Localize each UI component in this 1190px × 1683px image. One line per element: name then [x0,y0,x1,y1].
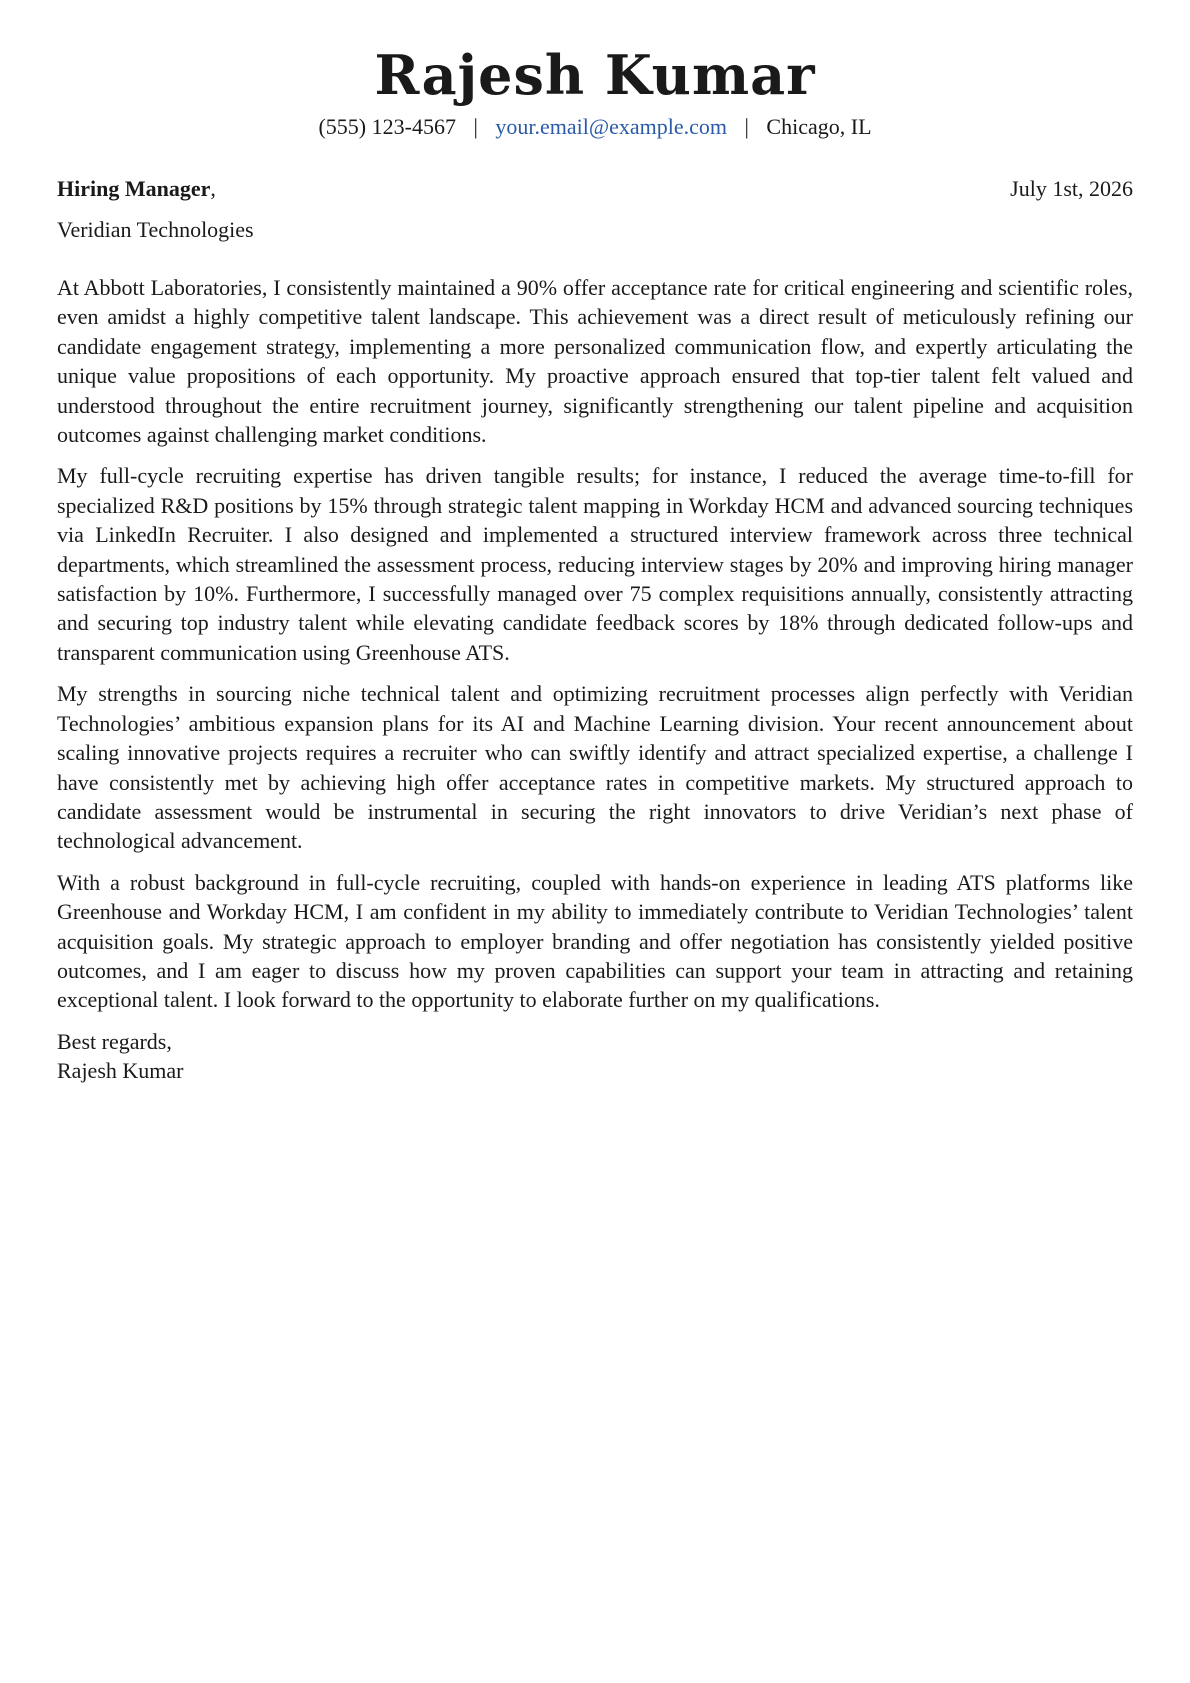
recipient-title-suffix: , [210,176,216,201]
contact-separator: | [744,114,749,139]
body-paragraph: With a robust background in full-cycle recruiting, coupled with hands-on experience in leading ATS platforms like Greenhouse and Workday HCM, I am confident in my ability to immediately contribute to Veridian Technologies’ talent acquisition goals. My strategic approach to employer branding and offer negotiation has consistently yielded positive outcomes, and I am eager to discuss how my proven capabilities can support your team in attracting and retaining exceptional talent. I look forward to the opportunity to elaborate further on my qualifications. [57,869,1133,1013]
contact-separator: | [473,114,478,139]
letter-date: July 1st, 2026 [1010,176,1133,201]
letter-closing [57,1027,1133,1086]
email-link[interactable]: your.email@example.com [495,114,728,139]
contact-line [57,112,1133,142]
letter-body [57,273,1133,1015]
closing-signature: Rajesh Kumar [57,1058,184,1084]
applicant-name: Rajesh Kumar [374,43,816,107]
closing-salutation: Best regards, [57,1028,172,1054]
location: Chicago, IL [766,114,872,139]
body-paragraph: At Abbott Laboratories, I consistently maintained a 90% offer acceptance rate for critical engineering and scientific roles, even amidst a highly competitive talent landscape. This achievement was a direct result of meticulously refining our candidate engagement strategy, implementing a more personalized communication flow, and expertly articulating the unique value propositions of each opportunity. My proactive approach ensured that top-tier talent felt valued and understood throughout the entire recruitment journey, significantly strengthening our talent pipeline and acquisition outcomes against challenging market conditions. [57,275,1133,448]
recipient-greeting [57,174,216,204]
recipient-company: Veridian Technologies [57,217,254,242]
body-paragraph: My strengths in sourcing niche technical talent and optimizing recruitment processes align perfectly with Veridian Technologies’ ambitious expansion plans for its AI and Machine Learning division. Your recent announcement about scaling innovative projects requires a recruiter who can swiftly identify and attract specialized expertise, a challenge I have consistently met by achieving high offer acceptance rates in competitive markets. My structured approach to candidate assessment would be instrumental in securing the right innovators to drive Veridian’s next phase of technological advancement. [57,681,1133,854]
body-paragraph: My full-cycle recruiting expertise has driven tangible results; for instance, I reduced the average time-to-fill for specialized R&D positions by 15% through strategic talent mapping in Workday HCM and advanced sourcing techniques via LinkedIn Recruiter. I also designed and implemented a structured interview framework across three technical departments, which streamlined the assessment process, reducing interview stages by 20% and improving hiring manager satisfaction by 10%. Furthermore, I successfully managed over 75 complex requisitions annually, consistently attracting and securing top industry talent while elevating candidate feedback scores by 18% through dedicated follow-ups and transparent communication using Greenhouse ATS. [57,463,1133,665]
recipient-title: Hiring Manager [57,176,211,201]
recipient-row [57,174,1133,204]
phone-number: (555) 123-4567 [318,114,456,139]
